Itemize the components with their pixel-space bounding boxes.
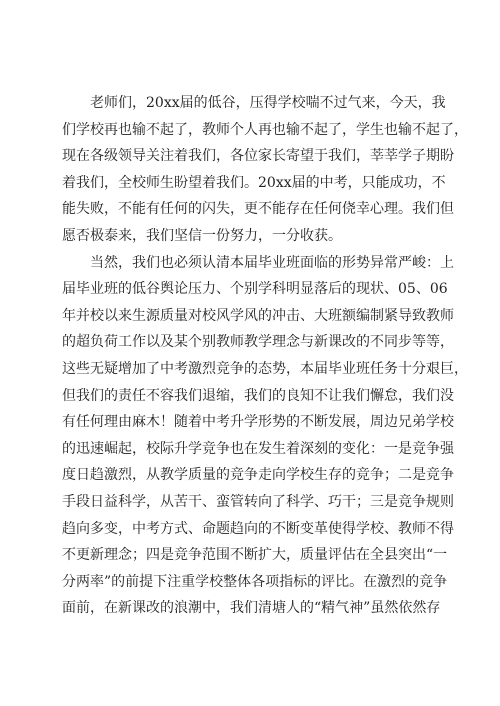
text-line: 老师们，20xx届的低谷，压得学校喘不过气来，今天，我 — [90, 95, 446, 111]
paragraph-1 — [62, 90, 468, 250]
text-line: 手段日益科学，从苦干、蛮管转向了科学、巧干；三是竞争规则 — [62, 493, 454, 510]
paragraph-2 — [62, 250, 468, 622]
text-line: 届毕业班的低谷舆论压力、个别学科明显落后的现状、05、06 — [62, 281, 448, 298]
text-line: 的超负荷工作以及某个别教师教学理念与新课改的不同步等等， — [62, 334, 454, 351]
text-line: 面前，在新课改的浪潮中，我们清塘人的“精气神”虽然依然存 — [62, 600, 441, 617]
text-line: 年并校以来生源质量对校风学风的冲击、大班额编制紧导致教师 — [62, 307, 454, 324]
text-line: 不更新理念；四是竞争范围不断扩大，质量评估在全县突出“一 — [62, 547, 448, 564]
text-line: 现在各级领导关注着我们，各位家长寄望于我们，莘莘学子期盼 — [62, 148, 454, 165]
text-line: 这些无疑增加了中考激烈竞争的态势，本届毕业班任务十分艰巨， — [62, 360, 468, 377]
document-body — [62, 90, 468, 622]
text-line: 愿否极泰来，我们坚信一份努力，一分收获。 — [62, 227, 342, 244]
text-line: 但我们的责任不容我们退缩，我们的良知不让我们懈怠，我们没 — [62, 387, 454, 404]
text-line: 着我们，全校师生盼望着我们。20xx届的中考，只能成功，不 — [62, 174, 446, 191]
text-line: 们学校再也输不起了，教师个人再也输不起了，学生也输不起了， — [62, 121, 468, 138]
text-line: 有任何理由麻木！随着中考升学形势的不断发展，周边兄弟学校 — [62, 414, 454, 431]
text-line: 分两率”的前提下注重学校整体各项指标的评比。在激烈的竞争 — [62, 573, 448, 590]
text-line: 趋向多变，中考方式、命题趋向的不断变革使得学校、教师不得 — [62, 520, 454, 537]
text-line: 能失败，不能有任何的闪失，更不能存在任何侥幸心理。我们但 — [62, 201, 454, 218]
text-line: 度日趋激烈，从教学质量的竞争走向学校生存的竞争；二是竞争 — [62, 467, 454, 484]
text-line: 的迅速崛起，校际升学竞争也在发生着深刻的变化：一是竞争强 — [62, 440, 454, 457]
text-line: 当然，我们也必须认清本届毕业班面临的形势异常严峻：上 — [90, 254, 454, 271]
